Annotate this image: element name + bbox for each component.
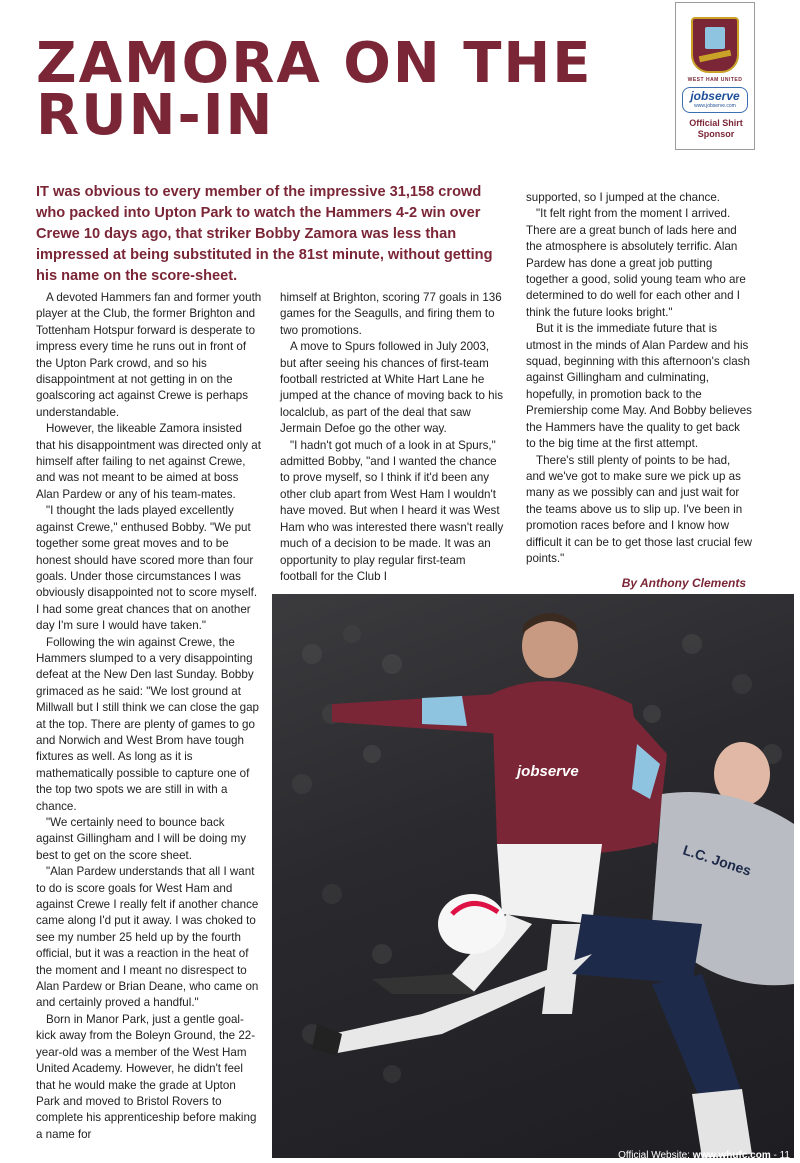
home-shirt-sponsor: jobserve — [517, 763, 579, 780]
page-footer — [520, 1150, 790, 1161]
intro-paragraph: IT was obvious to every member of the impressive 31,158 crowd who packed into Upton Park to watch the Hammers 4-2 win over Crewe 10 days ago, that striker Bobby Zamora was less than impressed at being substituted in the 81st minute, without getting his name on the score-sheet. — [36, 184, 493, 284]
sponsor-box — [675, 2, 755, 150]
article-paragraph: "Alan Pardew understands that all I want to do is score goals for West Ham and against Crewe I really felt if another chance came along I'd put it away. I was choked to see my number 25 held up by the fourth official, but it was a reaction in the heat of the moment and I meant no disrespect to Alan Pardew or Brian Deane, who came on and certainly proved a handful." — [36, 865, 259, 1010]
headline: ZAMORA ON THE RUN-IN — [36, 31, 593, 148]
article-paragraph: "I hadn't got much of a look in at Spurs," admitted Bobby, "and I wanted the chance to prove myself, so I think if it'd been any other club apart from West Ham I wouldn't have moved. But when I heard it was West Ham who was interested there wasn't really much of a decision to be made. It was an opportunity to play regular first-team football for the Club I — [280, 438, 504, 583]
article-column-2 — [280, 290, 506, 585]
footer-label: Official Website: — [618, 1150, 690, 1161]
article-column-1 — [36, 290, 262, 1143]
article-paragraph: supported, so I jumped at the chance. — [526, 191, 720, 204]
article-paragraph: himself at Brighton, scoring 77 goals in 136 games for the Seagulls, and firing them to two promotions. — [280, 291, 502, 337]
article-paragraph: But it is the immediate future that is utmost in the minds of Alan Pardew and his squad, beginning with this afternoon's clash against Gillingham and culminating, hopefully, in promotion back to the Premiership come May. And Bobby believes the Hammers have the quality to get back to the big time at the first attempt. — [526, 322, 752, 451]
crest-text: WEST HAM UNITED — [687, 77, 743, 83]
article-paragraph: "It felt right from the moment I arrived. There are a great bunch of lads here and the atmosphere is absolutely terrific. Alan Pardew has done a great job putting together a good, solid young team who are determined to do well for each other and I think the future looks bright." — [526, 207, 746, 319]
article-column-3 — [526, 190, 752, 567]
article-paragraph: There's still plenty of points to be had, and we've got to make sure we pick up as many as we possibly can and just wait for the teams above us to slip up. I've been in promotion races before and I know how difficult it can be to get those last crucial few points." — [526, 453, 752, 565]
club-crest-icon — [691, 17, 739, 73]
match-photo-illustration — [272, 594, 794, 1158]
article-paragraph: A move to Spurs followed in July 2003, but after seeing his chances of first-team football restricted at White Hart Lane he jumped at the chance of moving back to his localclub, as part of the deal that saw Jermain Defoe go the other way. — [280, 340, 503, 436]
away-shirt-sponsor: L.C. Jones — [681, 841, 754, 879]
article-paragraph: Following the win against Crewe, the Hammers slumped to a very disappointing defeat at the New Den last Sunday. Bobby grimaced as he said: "We lost ground at Millwall but I still think we can close the gap at the top. There are plenty of games to go and Norwich and West Brom have tough fixtures as well. As long as it is mathematically possible to capture one of the top two spots we are still in with a chance. — [36, 635, 259, 813]
article-paragraph: However, the likeable Zamora insisted that his disappointment was directed only at himself after failing to net against Crewe, and was not meant to be aimed at boss Alan Pardew or any of his team-mates. — [36, 422, 261, 501]
sponsor-url: www.jobserve.com — [694, 103, 736, 109]
byline: By Anthony Clements — [621, 576, 746, 590]
article-paragraph: "I thought the lads played excellently against Crewe," enthused Bobby. "We put together some great moves and to be honest should have scored more than four goals. Under those circumstances I was obviously disappointed not to score myself. I had some great chances that on another day I'm sure I would have taken." — [36, 504, 258, 633]
footer-url[interactable]: www.whufc.com — [692, 1150, 771, 1161]
page-number: - 11 — [773, 1150, 790, 1161]
castle-icon — [705, 27, 725, 49]
sponsor-brand: jobserve — [690, 89, 740, 103]
match-photo — [272, 594, 794, 1158]
article-paragraph: A devoted Hammers fan and former youth player at the Club, the former Brighton and Tottenham Hotspur forward is desperate to impress every time he runs out in front of the Upton Park crowd, and so his disappointment at not getting in on the goalscoring act against Crewe is perhaps understandable. — [36, 291, 262, 419]
crossed-hammers-icon — [699, 50, 732, 63]
sponsor-label: Official Shirt Sponsor — [689, 118, 743, 139]
article-paragraph: "We certainly need to bounce back against Gillingham and I will be doing my best to get on the score sheet. — [36, 816, 247, 862]
sponsor-logo — [682, 87, 748, 113]
article-paragraph: Born in Manor Park, just a gentle goal-kick away from the Boleyn Ground, the 22-year-old was a member of the West Ham United Academy. However, he didn't feel that he would make the grade at Upton Park and moved to Bristol Rovers to complete his apprenticeship before making a name for — [36, 1012, 257, 1141]
